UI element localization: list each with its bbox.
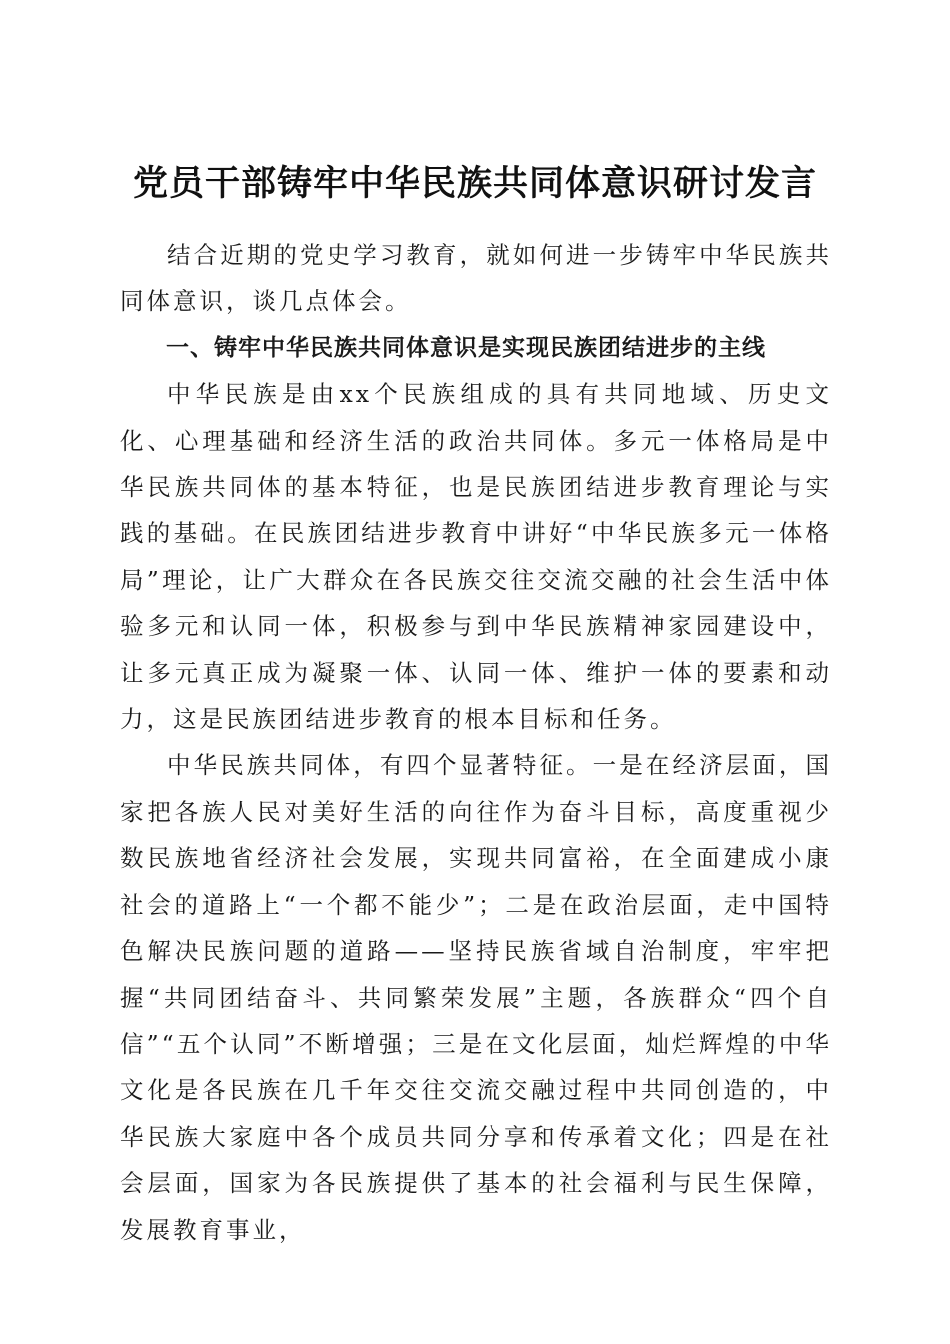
body-paragraph-2: 中华民族共同体，有四个显著特征。一是在经济层面，国家把各族人民对美好生活的向往作为奋斗目标，高度重视少数民族地省经济社会发展，实现共同富裕，在全面建成小康社会的道路上“一个都不能少”；二是在政治层面，走中国特色解决民族问题的道路——坚持民族省域自治制度，牢牢把握“共同团结奋斗、共同繁荣发展”主题，各族群众“四个自信”“五个认同”不断增强；三是在文化层面，灿烂辉煌的中华文化是各民族在几千年交往交流交融过程中共同创造的，中华民族大家庭中各个成员共同分享和传承着文化；四是在社会层面，国家为各民族提供了基本的社会福利与民生保障，发展教育事业，	[120, 751, 832, 1244]
body-paragraph-1: 中华民族是由xx个民族组成的具有共同地域、历史文化、心理基础和经济生活的政治共同体。多元一体格局是中华民族共同体的基本特征，也是民族团结进步教育理论与实践的基础。在民族团结进步教育中讲好“中华民族多元一体格局”理论，让广大群众在各民族交往交流交融的社会生活中体验多元和认同一体，积极参与到中华民族精神家园建设中，让多元真正成为凝聚一体、认同一体、维护一体的要素和动力，这是民族团结进步教育的根本目标和任务。	[120, 380, 832, 734]
intro-paragraph: 结合近期的党史学习教育，就如何进一步铸牢中华民族共同体意识，谈几点体会。	[120, 241, 832, 316]
document-title: 党员干部铸牢中华民族共同体意识研讨发言	[132, 163, 817, 205]
document-body	[120, 232, 832, 1253]
section-1-heading: 一、铸牢中华民族共同体意识是实现民族团结进步的主线	[166, 334, 766, 361]
